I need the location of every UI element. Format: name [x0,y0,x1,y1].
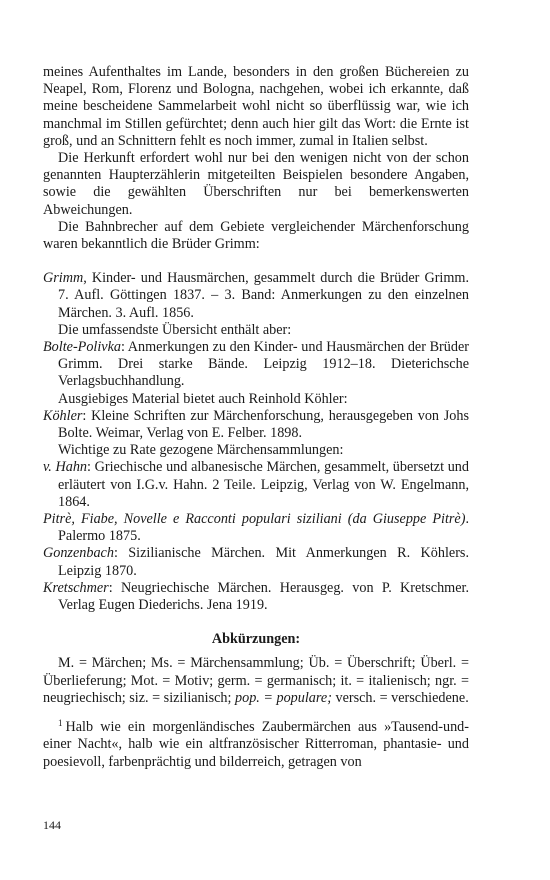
bib-author: Bolte-Polivka [43,339,121,356]
bib-text: : Anmerkungen zu den Kinder- und Hausmärchen der Brüder Grimm. Drei starke Bände. Leipzig 1912–18. Dieterichsche Verlagsbuchhandlung. [58,339,469,390]
intro-paragraph-1: meines Aufenthaltes im Lande, besonders in den großen Büchereien zu Neapel, Rom, Florenz und Bologna, nachgehen, wobei ich erkannte, daß meine bescheidene Sammelarbeit wohl nicht so überflüssig war, wie ich manchmal im Stillen gefürchtet; denn auch hier gilt das Wort: die Ernte ist groß, und an Schnittern fehlt es noch immer, zumal in Italien selbst. [43,64,469,149]
bib-author: v. Hahn [43,459,88,476]
bib-entry-pitre [43,511,469,545]
abbreviations-text: M. = Märchen; Ms. = Märchensammlung; Üb. = Überschrift; Überl. = Überlieferung; Mot. = Motiv; germ. = germanisch; it. = italienisch; ngr. = neugriechisch; siz. = sizilianisch; [43,655,469,706]
bib-note: Ausgiebiges Material bietet auch Reinhold Köhler: [58,390,348,407]
bib-note: Die umfassendste Übersicht enthält aber: [58,321,292,338]
bib-text: : Kleine Schriften zur Märchenforschung, herausgegeben von Johs Bolte. Weimar, Verlag von E. Felber. 1898. [58,407,469,442]
bib-text: , Kinder- und Hausmärchen, gesammelt durch die Brüder Grimm. 7. Aufl. Göttingen 1837. – 3. Band: Anmerkungen zu den einzelnen Märchen. 3. Aufl. 1856. [58,270,469,321]
abbreviations-italic: pop. = populare; [235,689,332,706]
bib-author: Köhler [43,407,83,424]
bib-entry-grimm [43,270,469,322]
bibliography-list [43,270,469,614]
bib-entry-gonzenbach [43,545,469,579]
bib-note: Wichtige zu Rate gezogene Märchensammlungen: [58,442,344,459]
abbreviations-paragraph [43,655,469,707]
bib-entry-bolte-polivka [43,339,469,391]
footnote [43,719,469,771]
footnote-text: Halb wie ein morgenländisches Zaubermärchen aus »Tausend-und-einer Nacht«, halb wie ein altfranzösischer Ritterroman, phantasie- und poesievoll, farbenprächtig und bilderreich, getragen von [43,718,469,770]
bib-author: Grimm [43,270,84,287]
bib-author: Pitrè, Fiabe, Novelle e Racconti populari siziliani (da Giuseppe Pitrè) [43,511,466,528]
intro-paragraph-3: Die Bahnbrecher auf dem Gebiete vergleichender Märchenforschung waren bekanntlich die Brüder Grimm: [43,218,469,253]
page-body [43,64,469,771]
bib-author: Gonzenbach [43,545,114,562]
bib-text: : Griechische und albanesische Märchen, gesammelt, übersetzt und erläutert von I.G.v. Hahn. 2 Teile. Leipzig, Verlag von W. Engelmann, 1864. [58,459,469,510]
abbreviations-text-end: versch. = verschiedene. [331,689,469,706]
bib-author: Kretschmer [43,579,109,596]
page-number: 144 [43,818,61,832]
bib-entry-koehler [43,408,469,442]
intro-paragraph-2: Die Herkunft erfordert wohl nur bei den wenigen nicht von der schon genannten Haupterzählerin mitgeteilten Beispielen besondere Angaben, sowie die gewählten Überschriften nur bei bemerkenswerten Abweichungen. [43,150,469,218]
bib-entry-kretschmer [43,580,469,614]
abbreviations-heading: Abkürzungen: [211,631,301,648]
bib-text: : Sizilianische Märchen. Mit Anmerkungen R. Köhlers. Leipzig 1870. [58,545,469,579]
bib-entry-hahn [43,459,469,511]
footnote-marker: 1 [58,717,63,728]
bib-text: . Palermo 1875. [58,511,469,545]
bib-text: : Neugriechische Märchen. Herausgeg. von P. Kretschmer. Verlag Eugen Diederichs. Jena 1919. [58,579,469,614]
